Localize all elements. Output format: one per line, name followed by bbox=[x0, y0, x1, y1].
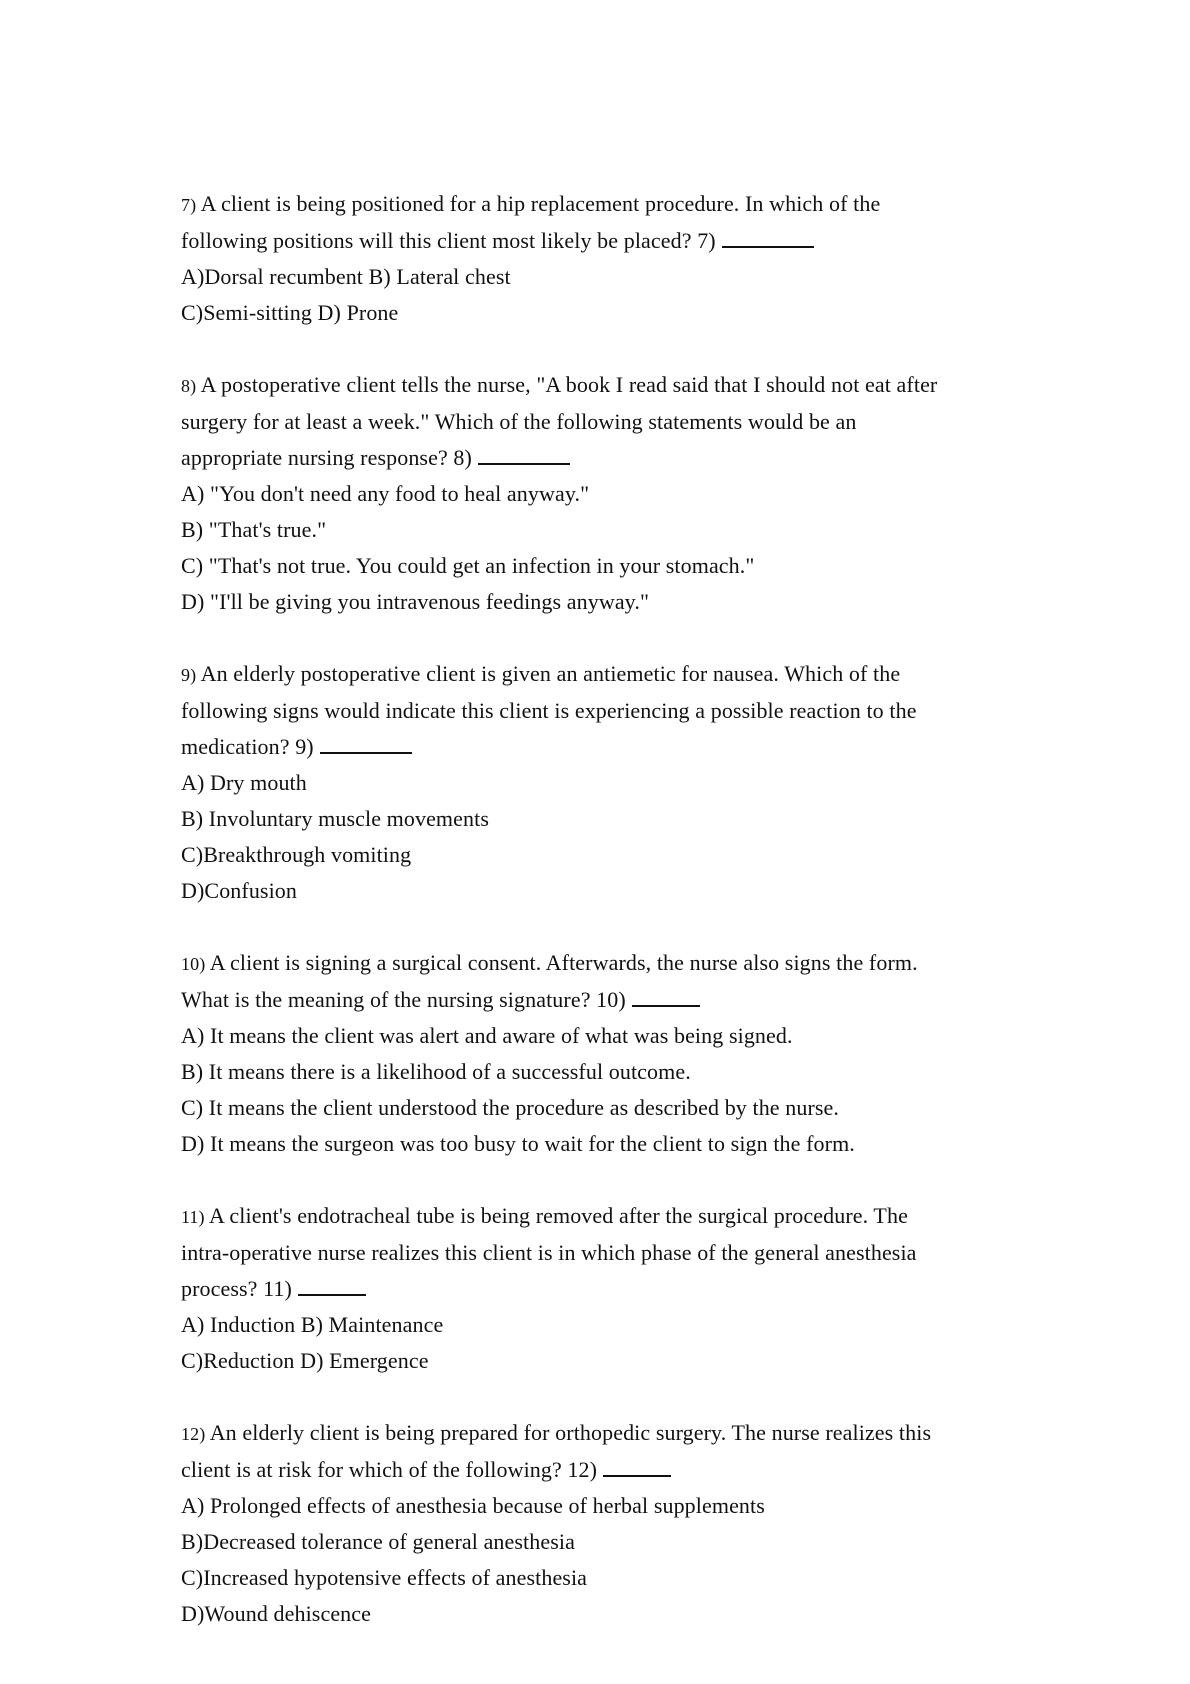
question-text: What is the meaning of the nursing signature? 10) bbox=[181, 987, 626, 1012]
question-text: surgery for at least a week." Which of the following statements would be an bbox=[181, 409, 857, 434]
option-d: D) "I'll be giving you intravenous feedings anyway." bbox=[181, 589, 650, 614]
question-text: following signs would indicate this client is experiencing a possible reaction to the bbox=[181, 698, 917, 723]
question-8-line-1 bbox=[181, 367, 1081, 404]
question-text: A client is being positioned for a hip replacement procedure. In which of the bbox=[200, 191, 881, 216]
option-line: C)Reduction D) Emergence bbox=[181, 1348, 429, 1373]
question-11-line-3 bbox=[181, 1271, 1081, 1307]
option-b: B) Involuntary muscle movements bbox=[181, 806, 489, 831]
question-text: intra-operative nurse realizes this client is in which phase of the general anesthesia bbox=[181, 1240, 917, 1265]
option-line: A)Dorsal recumbent B) Lateral chest bbox=[181, 264, 511, 289]
answer-blank bbox=[632, 985, 700, 1007]
question-12-line-1 bbox=[181, 1415, 1081, 1452]
option-b: B) It means there is a likelihood of a successful outcome. bbox=[181, 1059, 691, 1084]
question-number: 9) bbox=[181, 665, 197, 685]
option-d: D)Wound dehiscence bbox=[181, 1601, 372, 1626]
question-8-line-3 bbox=[181, 440, 1081, 476]
question-10 bbox=[181, 945, 1081, 1162]
question-12 bbox=[181, 1415, 1081, 1632]
question-number: 7) bbox=[181, 195, 197, 215]
question-number: 8) bbox=[181, 376, 197, 396]
answer-blank bbox=[298, 1274, 366, 1296]
question-10-line-1 bbox=[181, 945, 1081, 982]
question-text: following positions will this client most likely be placed? 7) bbox=[181, 228, 716, 253]
option-b: B)Decreased tolerance of general anesthesia bbox=[181, 1529, 575, 1554]
question-11 bbox=[181, 1198, 1081, 1379]
option-c: C)Increased hypotensive effects of anesthesia bbox=[181, 1565, 588, 1590]
question-text: appropriate nursing response? 8) bbox=[181, 445, 472, 470]
question-number: 11) bbox=[181, 1207, 205, 1227]
question-12-line-2 bbox=[181, 1452, 1081, 1488]
option-c: C)Breakthrough vomiting bbox=[181, 842, 412, 867]
question-number: 10) bbox=[181, 954, 206, 974]
question-7 bbox=[181, 186, 1081, 331]
option-d: D)Confusion bbox=[181, 878, 297, 903]
option-d: D) It means the surgeon was too busy to wait for the client to sign the form. bbox=[181, 1131, 855, 1156]
question-text: An elderly client is being prepared for orthopedic surgery. The nurse realizes this bbox=[209, 1420, 932, 1445]
answer-blank bbox=[320, 732, 412, 754]
option-a: A) "You don't need any food to heal anyway." bbox=[181, 481, 590, 506]
question-10-line-2 bbox=[181, 982, 1081, 1018]
question-number: 12) bbox=[181, 1424, 206, 1444]
option-a: A) Prolonged effects of anesthesia because of herbal supplements bbox=[181, 1493, 765, 1518]
question-7-line-2 bbox=[181, 223, 1081, 259]
option-c: C) "That's not true. You could get an infection in your stomach." bbox=[181, 553, 755, 578]
option-b: B) "That's true." bbox=[181, 517, 327, 542]
question-9-line-1 bbox=[181, 656, 1081, 693]
answer-blank bbox=[478, 443, 570, 465]
document-page bbox=[181, 186, 1081, 1668]
question-text: client is at risk for which of the following? 12) bbox=[181, 1457, 598, 1482]
question-11-line-1 bbox=[181, 1198, 1081, 1235]
question-7-line-1 bbox=[181, 186, 1081, 223]
option-a: A) It means the client was alert and aware of what was being signed. bbox=[181, 1023, 793, 1048]
question-text: An elderly postoperative client is given an antiemetic for nausea. Which of the bbox=[200, 661, 901, 686]
answer-blank bbox=[722, 226, 814, 248]
question-text: A client is signing a surgical consent. Afterwards, the nurse also signs the form. bbox=[209, 950, 918, 975]
question-text: A postoperative client tells the nurse, "A book I read said that I should not eat after bbox=[200, 372, 938, 397]
option-line: A) Induction B) Maintenance bbox=[181, 1312, 444, 1337]
question-text: medication? 9) bbox=[181, 734, 314, 759]
question-9 bbox=[181, 656, 1081, 909]
question-8 bbox=[181, 367, 1081, 620]
question-text: A client's endotracheal tube is being removed after the surgical procedure. The bbox=[209, 1203, 908, 1228]
option-a: A) Dry mouth bbox=[181, 770, 307, 795]
answer-blank bbox=[603, 1455, 671, 1477]
question-9-line-3 bbox=[181, 729, 1081, 765]
option-c: C) It means the client understood the procedure as described by the nurse. bbox=[181, 1095, 840, 1120]
question-text: process? 11) bbox=[181, 1276, 292, 1301]
option-line: C)Semi-sitting D) Prone bbox=[181, 300, 399, 325]
